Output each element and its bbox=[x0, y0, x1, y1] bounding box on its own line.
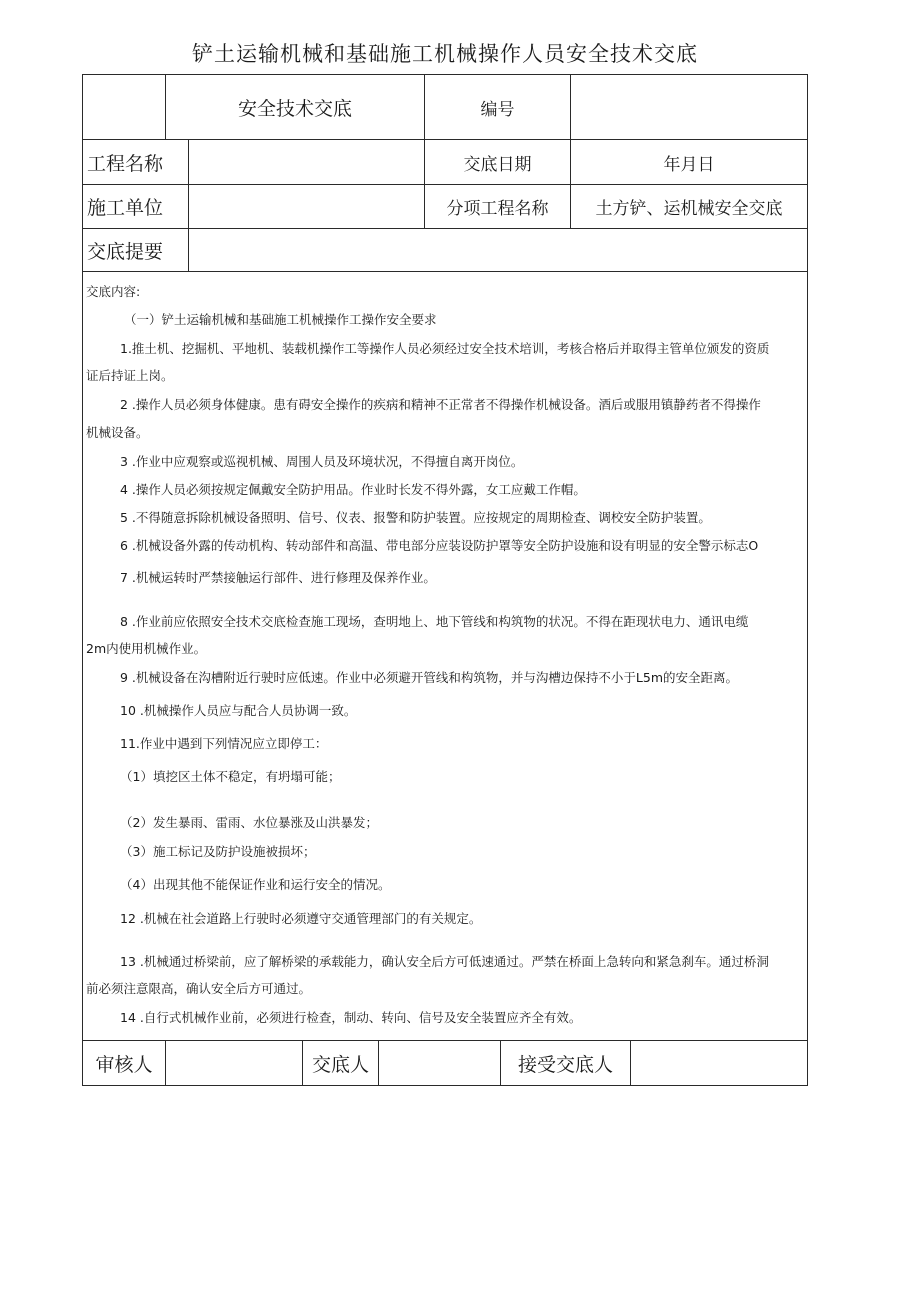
list-item: （2）发生暴雨、雷雨、水位暴涨及山洪暴发； bbox=[120, 815, 378, 830]
list-item: 12 .机械在社会道路上行驶时必须遵守交通管理部门的有关规定。 bbox=[120, 911, 482, 926]
reviewer-label: 审核人 bbox=[95, 1053, 153, 1076]
list-item: 13 .机械通过桥梁前，应了解桥梁的承载能力，确认安全后方可低速通过。严禁在桥面上急转向和紧急刹车。通过桥洞 bbox=[120, 954, 769, 969]
sub-project-field[interactable]: 土方铲、运机械安全交底 bbox=[595, 199, 783, 219]
sub-project-label: 分项工程名称 bbox=[446, 199, 549, 219]
list-item: 2 .操作人员必须身体健康。患有碍安全操作的疾病和精神不正常者不得操作机械设备。酒后或服用镇静药者不得操作 bbox=[120, 397, 761, 412]
list-item: 11.作业中遇到下列情况应立即停工： bbox=[120, 736, 328, 751]
list-item: 1.推土机、挖掘机、平地机、装载机操作工等操作人员必须经过安全技术培训，考核合格后并取得主管单位颁发的资质 bbox=[120, 341, 770, 356]
construction-unit-field[interactable] bbox=[189, 185, 424, 228]
construction-unit-label: 施工单位 bbox=[87, 197, 164, 219]
list-item: （4）出现其他不能保证作业和运行安全的情况。 bbox=[120, 877, 391, 892]
number-field[interactable] bbox=[571, 75, 807, 139]
briefing-content bbox=[84, 278, 804, 1036]
project-name-field[interactable] bbox=[189, 140, 424, 184]
list-item: 证后持证上岗。 bbox=[86, 368, 174, 383]
reviewer-field[interactable] bbox=[166, 1041, 302, 1085]
summary-field[interactable] bbox=[189, 229, 808, 271]
list-item: （3）施工标记及防护设施被损坏； bbox=[120, 844, 316, 859]
list-item: 2m内使用机械作业。 bbox=[86, 641, 207, 656]
section-title: （一）铲土运输机械和基础施工机械操作工操作安全要求 bbox=[124, 312, 437, 327]
form-title: 安全技术交底 bbox=[237, 97, 352, 120]
list-item: 9 .机械设备在沟槽附近行驶时应低速。作业中必须避开管线和构筑物，并与沟槽边保持不小于L5m的安全距离。 bbox=[120, 670, 738, 685]
content-label: 交底内容: bbox=[86, 284, 141, 299]
date-label: 交底日期 bbox=[463, 154, 532, 175]
list-item: 10 .机械操作人员应与配合人员协调一致。 bbox=[120, 703, 357, 718]
document-title: 铲土运输机械和基础施工机械操作人员安全技术交底 bbox=[192, 42, 698, 66]
row-divider bbox=[82, 271, 808, 272]
presenter-label: 交底人 bbox=[311, 1053, 369, 1076]
list-item: 4 .操作人员必须按规定佩戴安全防护用品。作业时长发不得外露，女工应戴工作帽。 bbox=[120, 482, 586, 497]
list-item: 5 .不得随意拆除机械设备照明、信号、仪表、报警和防护装置。应按规定的周期检查、调校安全防护装置。 bbox=[120, 510, 711, 525]
list-item: 14 .自行式机械作业前，必须进行检查，制动、转向、信号及安全装置应齐全有效。 bbox=[120, 1010, 582, 1025]
number-label: 编号 bbox=[480, 99, 515, 120]
presenter-field[interactable] bbox=[379, 1041, 500, 1085]
list-item: 3 .作业中应观察或巡视机械、周围人员及环境状况，不得擅自离开岗位。 bbox=[120, 454, 524, 469]
summary-label: 交底提要 bbox=[87, 240, 164, 263]
list-item: 机械设备。 bbox=[86, 425, 149, 440]
list-item: 8 .作业前应依照安全技术交底检查施工现场，查明地上、地下管线和构筑物的状况。不得在距现状电力、通讯电缆 bbox=[120, 614, 749, 629]
receiver-label: 接受交底人 bbox=[517, 1053, 613, 1076]
list-item: 7 .机械运转时严禁接触运行部件、进行修理及保养作业。 bbox=[120, 570, 436, 585]
receiver-field[interactable] bbox=[631, 1041, 807, 1085]
project-name-label: 工程名称 bbox=[87, 152, 164, 175]
list-item: （1）填挖区土体不稳定，有坍塌可能； bbox=[120, 769, 341, 784]
list-item: 前必须注意限高，确认安全后方可通过。 bbox=[86, 981, 312, 996]
date-field[interactable]: 年月日 bbox=[663, 154, 715, 175]
list-item: 6 .机械设备外露的传动机构、转动部件和高温、带电部分应装设防护罩等安全防护设施和设有明显的安全警示标志O bbox=[120, 538, 759, 553]
